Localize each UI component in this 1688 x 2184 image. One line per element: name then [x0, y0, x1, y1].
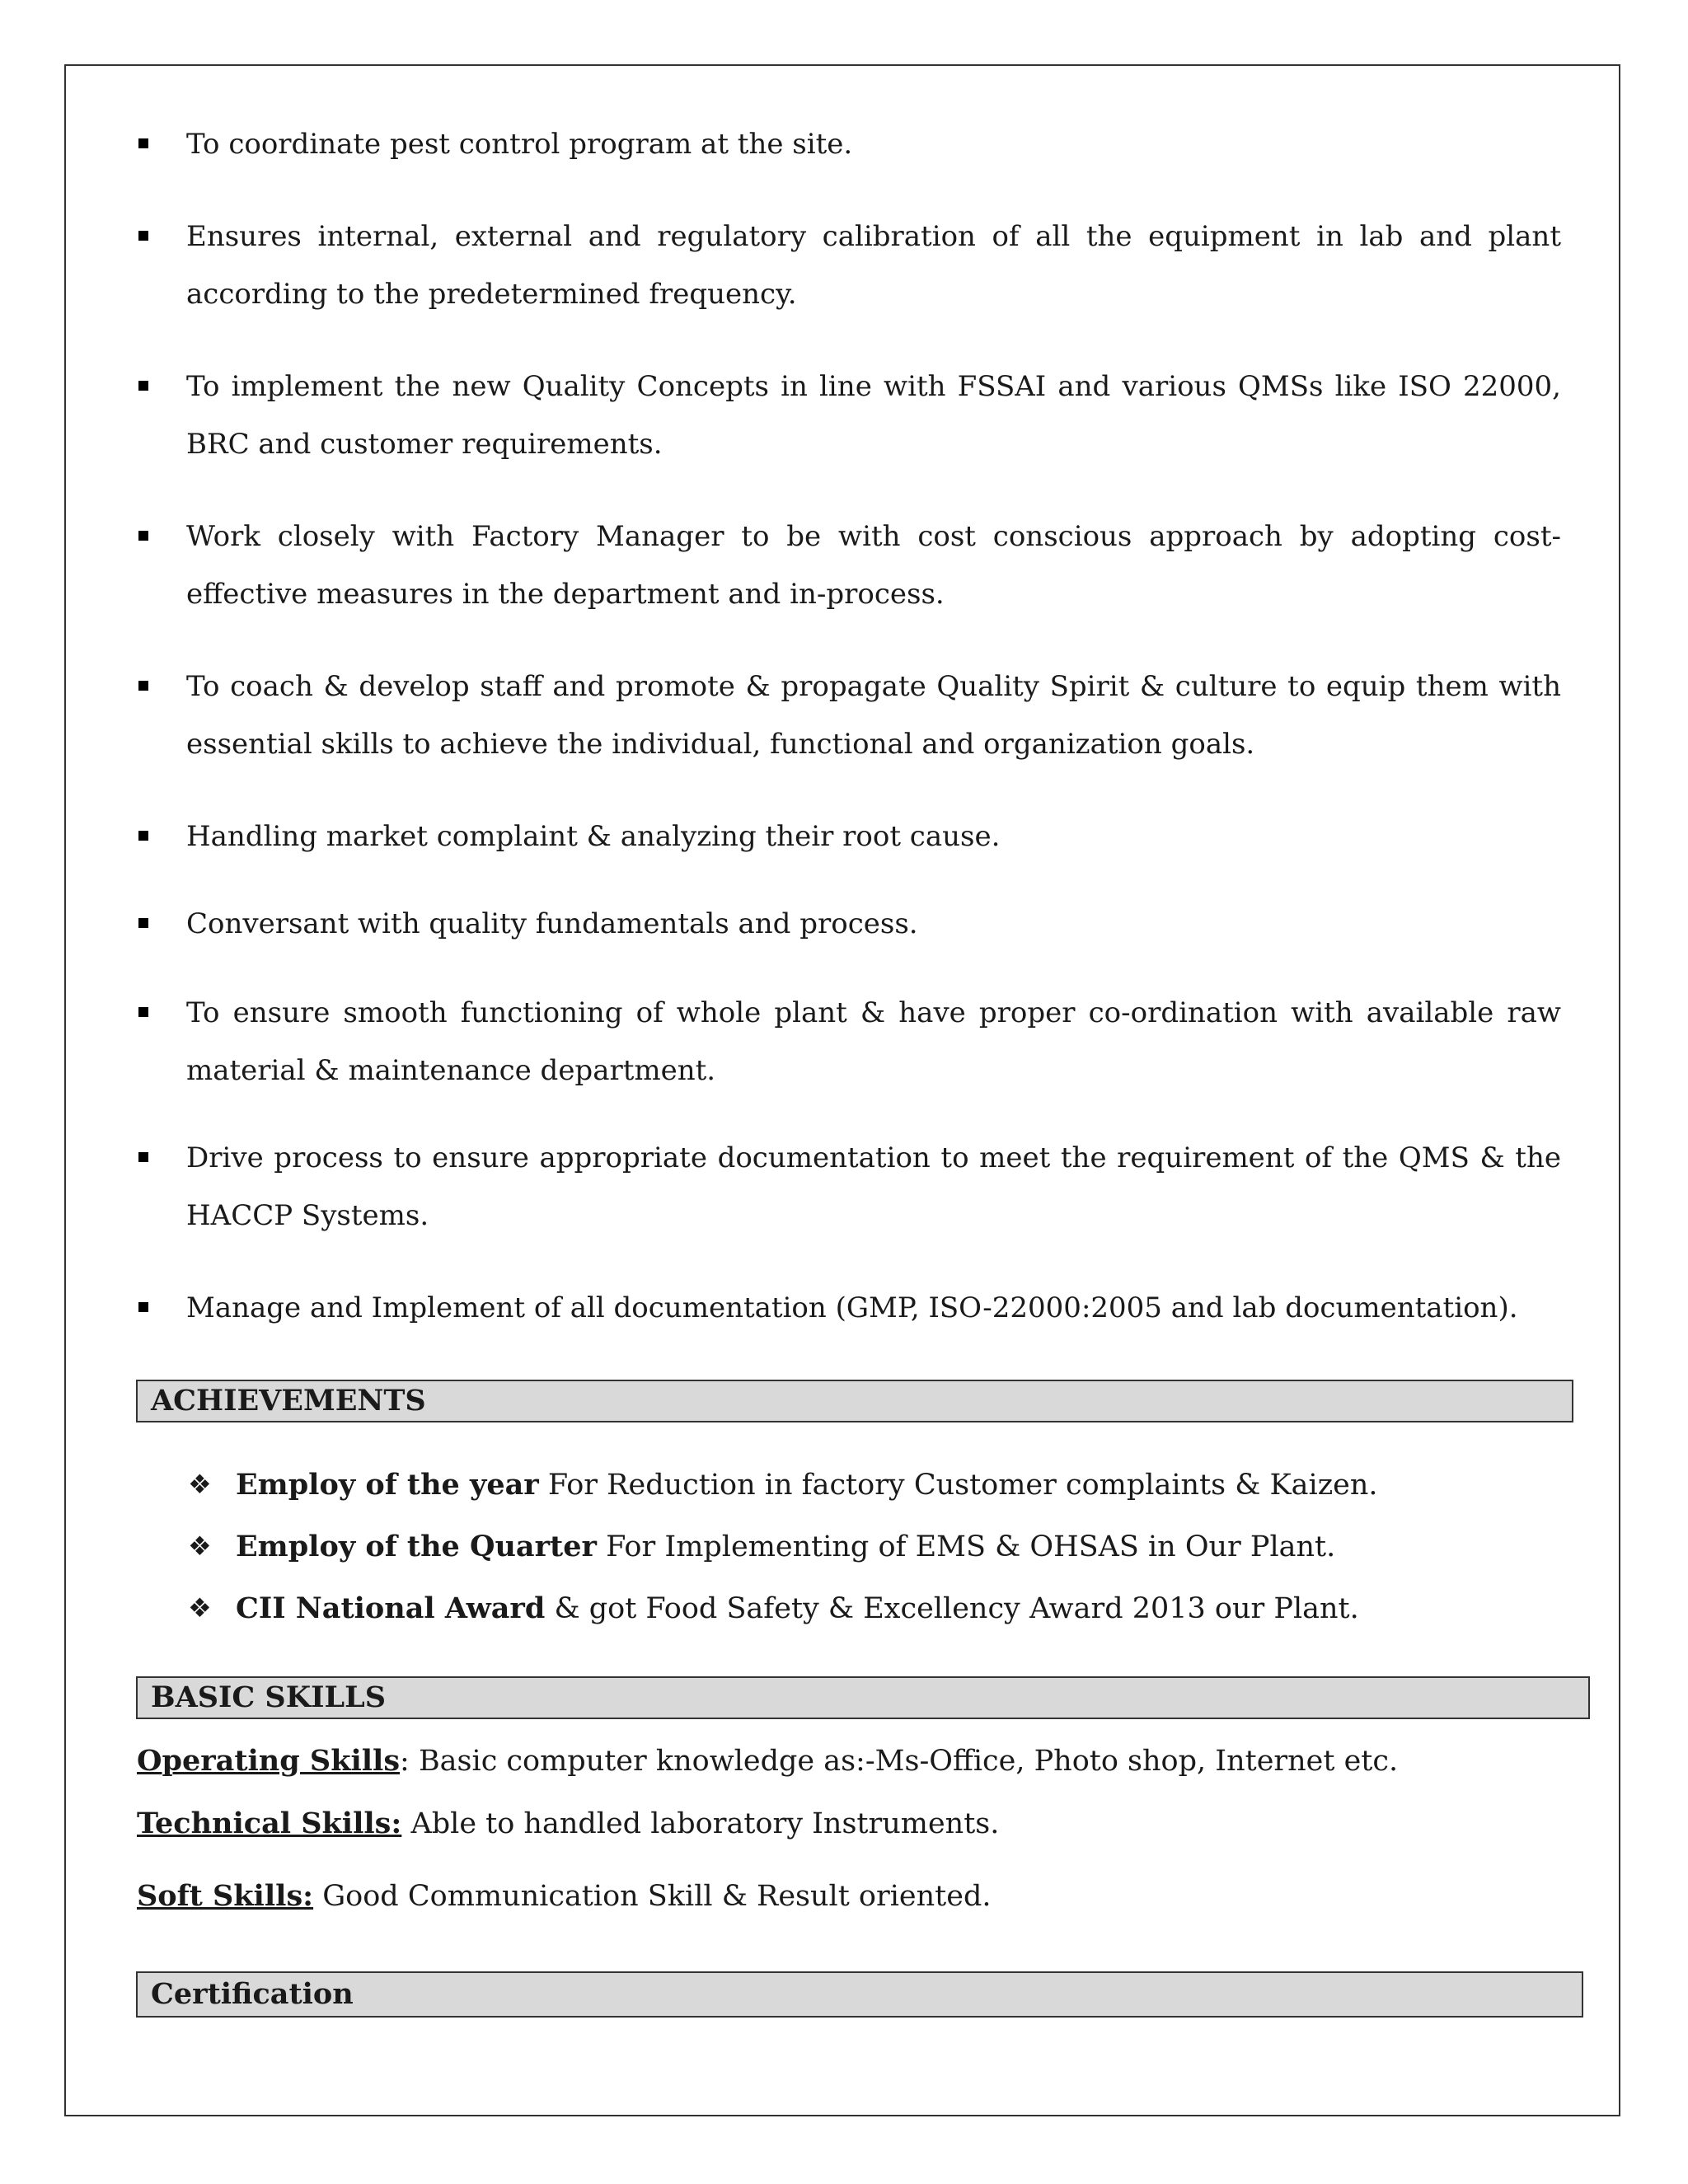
list-item: Ensures internal, external and regulatory calibration of all the equipment in lab and plant according to the predetermined frequency. — [137, 208, 1561, 323]
diamond-bullet-icon: ❖ — [188, 1592, 212, 1624]
list-item: Work closely with Factory Manager to be with cost conscious approach by adopting cost-effective measures in the department and in-process. — [137, 508, 1561, 623]
soft-skills: Soft Skills: Good Communication Skill & Result oriented. — [137, 1879, 992, 1913]
list-item: ❖ CII National Award & got Food Safety & Excellency Award 2013 our Plant. — [188, 1577, 1589, 1639]
basic-skills-heading: BASIC SKILLS — [136, 1676, 1590, 1719]
diamond-bullet-icon: ❖ — [188, 1530, 212, 1562]
technical-skills: Technical Skills: Able to handled laboratory Instruments. — [137, 1807, 1000, 1840]
square-bullet-icon — [138, 231, 148, 241]
responsibilities-list — [137, 115, 1561, 1337]
list-item: ❖ Employ of the Quarter For Implementing of EMS & OHSAS in Our Plant. — [188, 1516, 1589, 1577]
list-item: ❖ Employ of the year For Reduction in factory Customer complaints & Kaizen. — [188, 1454, 1589, 1516]
list-item: To ensure smooth functioning of whole plant & have proper co-ordination with available raw material & maintenance department. — [137, 984, 1561, 1099]
square-bullet-icon — [138, 918, 148, 928]
square-bullet-icon — [138, 531, 148, 541]
list-item: Handling market complaint & analyzing their root cause. — [137, 808, 1561, 865]
diamond-bullet-icon: ❖ — [188, 1469, 212, 1500]
square-bullet-icon — [138, 1007, 148, 1017]
list-item: Manage and Implement of all documentation (GMP, ISO-22000:2005 and lab documentation). — [137, 1279, 1561, 1337]
square-bullet-icon — [138, 831, 148, 841]
list-item: To coach & develop staff and promote & propagate Quality Spirit & culture to equip them with essential skills to achieve the individual, functional and organization goals. — [137, 658, 1561, 773]
square-bullet-icon — [138, 1302, 148, 1312]
operating-skills: Operating Skills: Basic computer knowledge as:-Ms-Office, Photo shop, Internet etc. — [137, 1744, 1399, 1778]
list-item: To coordinate pest control program at the site. — [137, 115, 1561, 173]
square-bullet-icon — [138, 1152, 148, 1162]
list-item: Conversant with quality fundamentals and process. — [137, 895, 1561, 953]
square-bullet-icon — [138, 681, 148, 691]
achievements-list — [188, 1454, 1589, 1639]
square-bullet-icon — [138, 138, 148, 148]
achievements-heading: ACHIEVEMENTS — [136, 1380, 1573, 1422]
square-bullet-icon — [138, 381, 148, 391]
list-item: Drive process to ensure appropriate documentation to meet the requirement of the QMS & the HACCP Systems. — [137, 1129, 1561, 1244]
list-item: To implement the new Quality Concepts in line with FSSAI and various QMSs like ISO 22000, BRC and customer requirements. — [137, 358, 1561, 473]
certification-heading: Certification — [136, 1971, 1583, 2018]
